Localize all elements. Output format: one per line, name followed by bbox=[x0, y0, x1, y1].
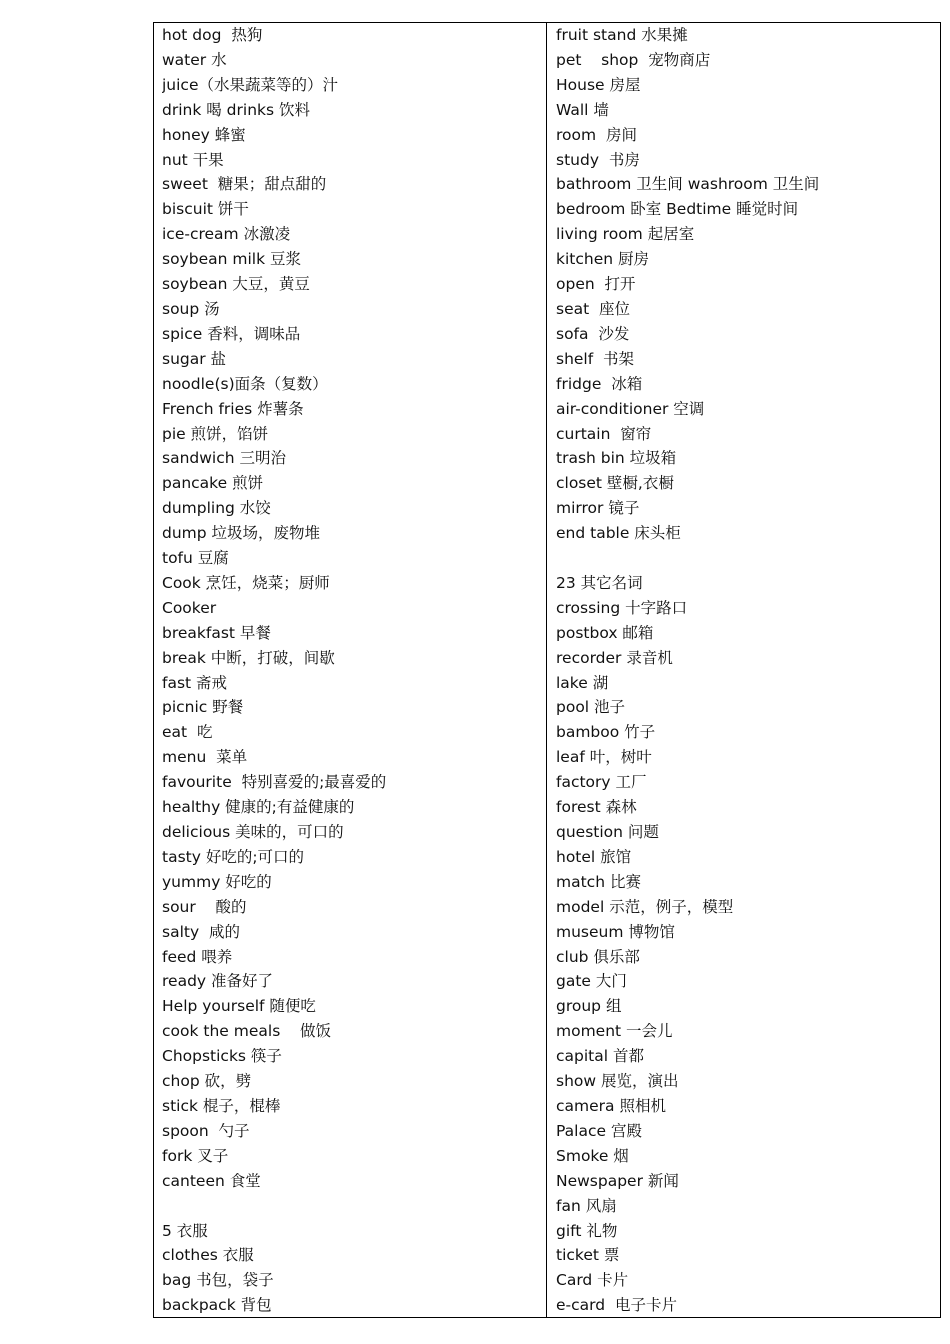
vocab-entry: bathroom 卫生间 washroom 卫生间 bbox=[556, 175, 820, 194]
vocab-entry: Card 卡片 bbox=[556, 1271, 629, 1290]
vocab-entry: soybean 大豆，黄豆 bbox=[162, 275, 310, 294]
vocab-entry: bedroom 卧室 Bedtime 睡觉时间 bbox=[556, 200, 799, 219]
vocab-entry: lake 湖 bbox=[556, 673, 609, 692]
vocab-entry: cook the meals 做饭 bbox=[162, 1022, 331, 1041]
vocab-entry: leaf 叶，树叶 bbox=[556, 748, 652, 767]
vocab-entry: soup 汤 bbox=[162, 299, 220, 318]
vocab-entry: end table 床头柜 bbox=[556, 524, 681, 543]
vocab-entry: Palace 宫殿 bbox=[556, 1121, 642, 1140]
vocab-entry: spice 香料，调味品 bbox=[162, 324, 301, 343]
vocab-entry: pet shop 宠物商店 bbox=[556, 50, 711, 69]
vocab-entry: crossing 十字路口 bbox=[556, 598, 688, 617]
vocab-entry: camera 照相机 bbox=[556, 1096, 666, 1115]
vocab-entry: break 中断，打破，间歇 bbox=[162, 648, 335, 667]
vocab-entry: shelf 书架 bbox=[556, 349, 635, 368]
vocab-entry: noodle(s)面条（复数） bbox=[162, 374, 328, 393]
vocab-entry: closet 壁橱,衣橱 bbox=[556, 474, 674, 493]
vocabulary-table bbox=[153, 22, 941, 1318]
vocab-entry: tasty 好吃的;可口的 bbox=[162, 847, 305, 866]
vocab-entry: French fries 炸薯条 bbox=[162, 399, 304, 418]
vocab-entry: room 房间 bbox=[556, 125, 637, 144]
vocab-entry: favourite 特别喜爱的;最喜爱的 bbox=[162, 773, 387, 792]
vocab-entry: biscuit 饼干 bbox=[162, 200, 249, 219]
vocab-entry: sandwich 三明治 bbox=[162, 449, 286, 468]
vocab-entry: seat 座位 bbox=[556, 299, 631, 318]
vocab-entry: ticket 票 bbox=[556, 1246, 620, 1265]
vocab-entry: nut 干果 bbox=[162, 150, 224, 169]
vocab-entry: hotel 旅馆 bbox=[556, 847, 632, 866]
vocab-entry: 23 其它名词 bbox=[556, 573, 643, 592]
vocab-entry: drink 喝 drinks 饮料 bbox=[162, 100, 310, 119]
vocab-entry: Help yourself 随便吃 bbox=[162, 997, 316, 1016]
vocab-entry: capital 首都 bbox=[556, 1047, 644, 1066]
vocab-entry: delicious 美味的，可口的 bbox=[162, 823, 344, 841]
vocab-entry: question 问题 bbox=[556, 823, 659, 841]
vocab-entry: pancake 煎饼 bbox=[162, 474, 264, 493]
vocab-entry: pie 煎饼，馅饼 bbox=[162, 424, 269, 443]
vocab-entry: Newspaper 新闻 bbox=[556, 1171, 679, 1190]
vocab-entry: dump 垃圾场，废物堆 bbox=[162, 524, 321, 543]
vocab-entry: recorder 录音机 bbox=[556, 648, 673, 667]
vocab-entry: forest 森林 bbox=[556, 798, 637, 817]
vocab-entry: ready 准备好了 bbox=[162, 972, 274, 991]
vocab-entry: soybean milk 豆浆 bbox=[162, 250, 301, 269]
vocab-entry: Wall 墙 bbox=[556, 100, 609, 119]
vocab-entry: healthy 健康的;有益健康的 bbox=[162, 798, 355, 817]
vocab-entry: trash bin 垃圾箱 bbox=[556, 449, 677, 468]
vocab-entry: water 水 bbox=[162, 50, 227, 69]
left-column bbox=[154, 23, 547, 1317]
vocab-entry: House 房屋 bbox=[556, 75, 641, 94]
vocab-entry: feed 喂养 bbox=[162, 947, 233, 966]
vocab-entry: tofu 豆腐 bbox=[162, 549, 229, 568]
vocab-entry: honey 蜂蜜 bbox=[162, 125, 246, 144]
vocab-entry: fast 斋戒 bbox=[162, 673, 228, 692]
vocab-entry: canteen 食堂 bbox=[162, 1171, 261, 1190]
vocab-entry: picnic 野餐 bbox=[162, 698, 244, 717]
vocab-entry: eat 吃 bbox=[162, 723, 213, 742]
vocab-entry: fork 叉子 bbox=[162, 1146, 229, 1165]
vocab-entry: stick 棍子，棍棒 bbox=[162, 1096, 281, 1115]
vocab-entry: sofa 沙发 bbox=[556, 324, 630, 343]
vocab-entry: Smoke 烟 bbox=[556, 1146, 629, 1165]
vocab-entry: bag 书包，袋子 bbox=[162, 1271, 274, 1290]
vocab-entry: menu 菜单 bbox=[162, 748, 248, 767]
vocab-entry: club 俱乐部 bbox=[556, 947, 640, 966]
vocab-entry: breakfast 早餐 bbox=[162, 623, 271, 642]
vocab-entry: air-conditioner 空调 bbox=[556, 399, 705, 418]
vocab-entry: Cooker bbox=[162, 598, 217, 617]
vocab-entry: living room 起居室 bbox=[556, 225, 695, 244]
vocab-entry: ice-cream 冰激凌 bbox=[162, 225, 291, 244]
vocab-entry bbox=[162, 1194, 546, 1219]
vocab-entry: e-card 电子卡片 bbox=[556, 1296, 677, 1315]
vocab-entry: fan 风扇 bbox=[556, 1196, 617, 1215]
vocab-entry: study 书房 bbox=[556, 150, 640, 169]
vocab-entry: yummy 好吃的 bbox=[162, 872, 272, 891]
vocab-entry: model 示范，例子，模型 bbox=[556, 897, 734, 916]
vocab-entry: factory 工厂 bbox=[556, 773, 647, 792]
vocab-entry: salty 咸的 bbox=[162, 922, 240, 941]
vocab-entry: chop 砍，劈 bbox=[162, 1072, 252, 1091]
vocab-entry: hot dog 热狗 bbox=[162, 26, 263, 44]
vocab-entry: pool 池子 bbox=[556, 698, 626, 717]
vocab-entry: open 打开 bbox=[556, 275, 636, 294]
vocab-entry: spoon 勺子 bbox=[162, 1121, 250, 1140]
vocab-entry: bamboo 竹子 bbox=[556, 723, 656, 742]
vocab-entry: group 组 bbox=[556, 997, 622, 1016]
vocab-entry: sour 酸的 bbox=[162, 897, 247, 916]
vocab-entry: fruit stand 水果摊 bbox=[556, 26, 688, 44]
vocab-entry: postbox 邮箱 bbox=[556, 623, 654, 642]
vocab-entry: sweet 糖果；甜点甜的 bbox=[162, 175, 327, 194]
vocab-entry bbox=[556, 546, 940, 571]
vocab-entry: dumpling 水饺 bbox=[162, 499, 271, 518]
vocab-entry: mirror 镜子 bbox=[556, 499, 640, 518]
vocab-entry: Chopsticks 筷子 bbox=[162, 1047, 282, 1066]
vocab-entry: juice（水果蔬菜等的）汁 bbox=[162, 75, 338, 94]
vocab-entry: 5 衣服 bbox=[162, 1221, 208, 1240]
right-column bbox=[547, 23, 940, 1317]
vocab-entry: museum 博物馆 bbox=[556, 922, 675, 941]
vocab-entry: clothes 衣服 bbox=[162, 1246, 254, 1265]
vocab-entry: show 展览，演出 bbox=[556, 1072, 679, 1091]
vocab-entry: Cook 烹饪，烧菜；厨师 bbox=[162, 573, 330, 592]
vocab-entry: kitchen 厨房 bbox=[556, 250, 649, 269]
vocab-entry: moment 一会儿 bbox=[556, 1022, 673, 1041]
vocab-entry: gate 大门 bbox=[556, 972, 627, 991]
vocab-entry: fridge 冰箱 bbox=[556, 374, 643, 393]
vocab-entry: backpack 背包 bbox=[162, 1296, 272, 1315]
vocab-entry: match 比赛 bbox=[556, 872, 641, 891]
vocab-entry: gift 礼物 bbox=[556, 1221, 618, 1240]
vocab-entry: curtain 窗帘 bbox=[556, 424, 652, 443]
vocab-entry: sugar 盐 bbox=[162, 349, 227, 368]
